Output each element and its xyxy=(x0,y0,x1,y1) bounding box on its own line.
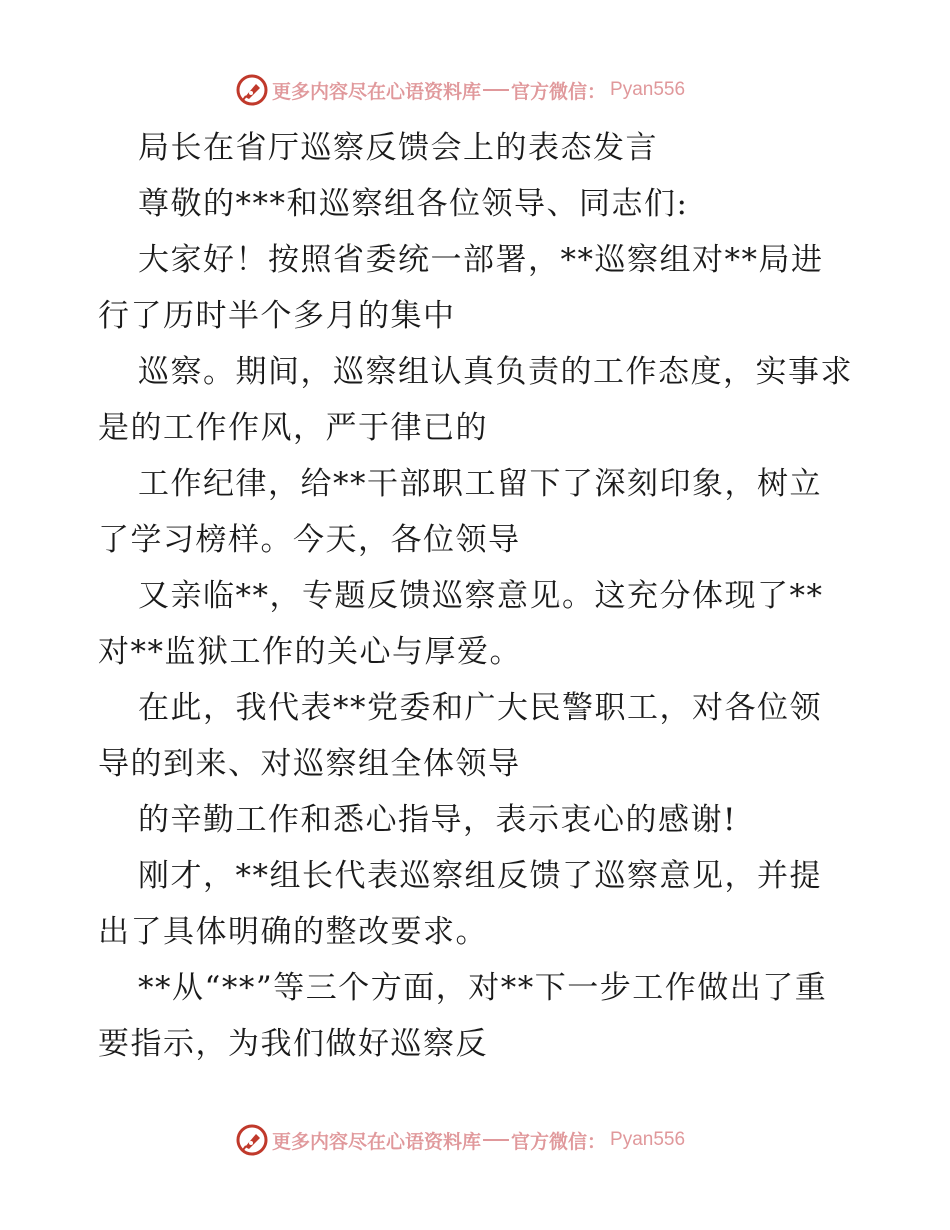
paragraph: 刚才，**组长代表巡察组反馈了巡察意见，并提出了具体明确的整改要求。 xyxy=(98,858,822,950)
watermark-label: 官方微信： xyxy=(511,1130,607,1153)
pen-nib-logo-icon xyxy=(236,1124,268,1156)
paragraph: 的辛勤工作和悉心指导，表示衷心的感谢! xyxy=(138,802,737,838)
paragraph: **从“**”等三个方面，对**下一步工作做出了重要指示，为我们做好巡察反 xyxy=(98,970,828,1062)
pen-nib-logo-icon xyxy=(236,74,268,106)
watermark-site-text: 更多内容尽在心语资料库 xyxy=(272,80,482,103)
watermark-wechat-id: Pyan556 xyxy=(610,79,686,100)
document-body xyxy=(98,120,854,1072)
paragraph: 大家好！按照省委统一部署，**巡察组对**局进行了历时半个多月的集中 xyxy=(98,242,824,334)
paragraph: 在此，我代表**党委和广大民警职工，对各位领导的到来、对巡察组全体领导 xyxy=(98,690,822,782)
paragraph: 工作纪律，给**干部职工留下了深刻印象，树立了学习榜样。今天，各位领导 xyxy=(98,466,822,558)
paragraph: 又亲临**，专题反馈巡察意见。这充分体现了**对**监狱工作的关心与厚爱。 xyxy=(98,578,824,670)
document-title: 局长在省厅巡察反馈会上的表态发言 xyxy=(138,130,658,166)
header-watermark xyxy=(236,73,685,107)
footer-watermark xyxy=(236,1123,685,1157)
paragraph-salutation: 尊敬的***和巡察组各位领导、同志们: xyxy=(138,186,689,222)
watermark-site-text: 更多内容尽在心语资料库 xyxy=(272,1130,482,1153)
watermark-dash xyxy=(483,1139,509,1141)
watermark-label: 官方微信： xyxy=(511,80,607,103)
watermark-wechat-id: Pyan556 xyxy=(610,1129,686,1150)
watermark-dash xyxy=(483,89,509,91)
paragraph: 巡察。期间，巡察组认真负责的工作态度，实事求是的工作作风，严于律已的 xyxy=(98,354,853,446)
